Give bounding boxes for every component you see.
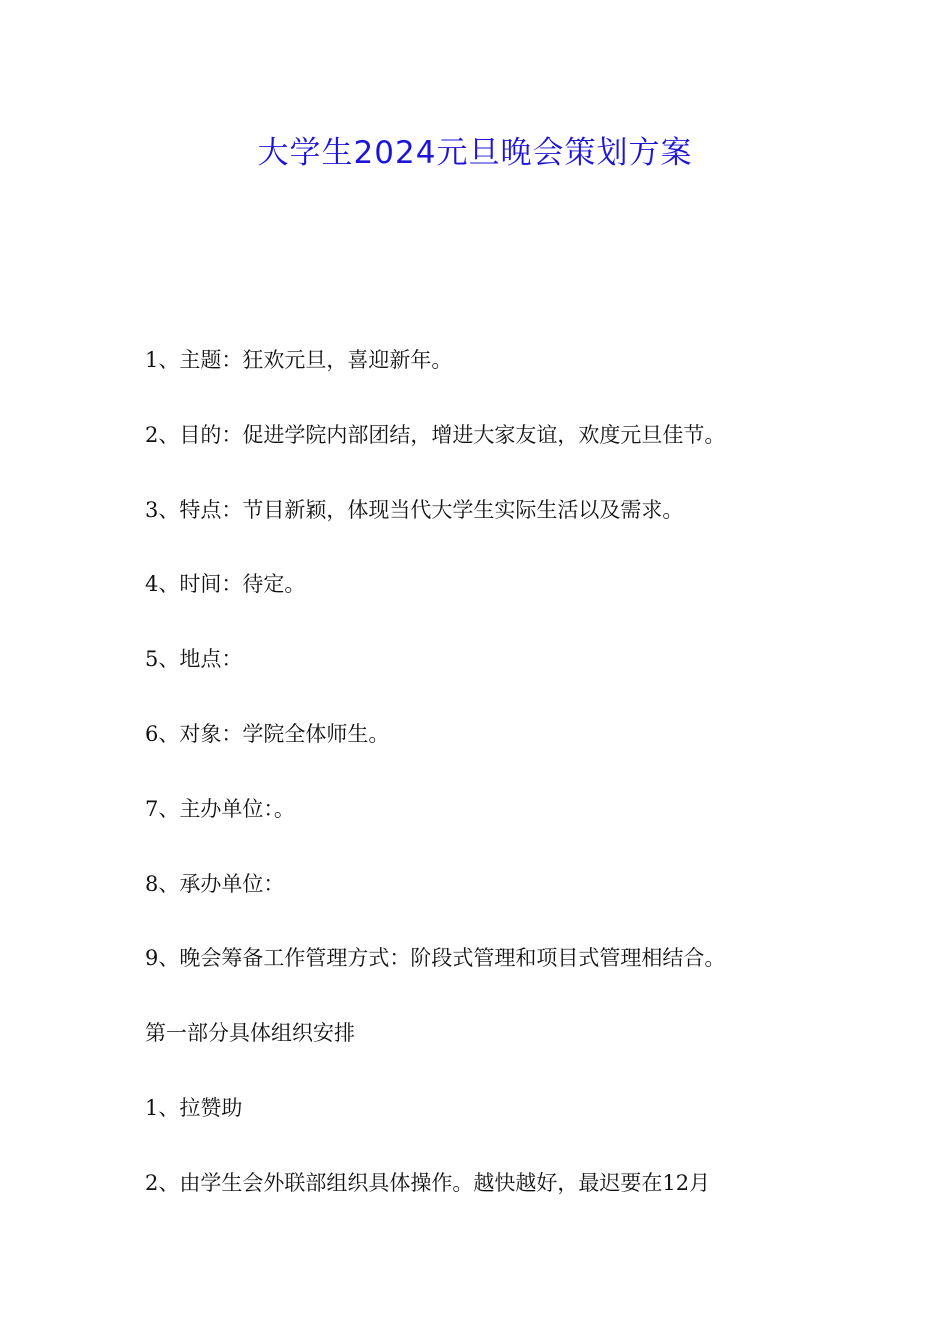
paragraph-management: 9、晚会筹备工作管理方式：阶段式管理和项目式管理相结合。: [145, 946, 726, 971]
document-title: 大学生2024元旦晚会策划方案: [257, 135, 693, 171]
paragraph-liaison: 2、由学生会外联部组织具体操作。越快越好，最迟要在12月: [145, 1170, 711, 1195]
paragraph-audience: 6、对象：学院全体师生。: [145, 721, 390, 746]
paragraph-location: 5、地点：: [145, 647, 243, 672]
paragraph-organizer: 7、主办单位：。: [145, 796, 295, 821]
paragraph-co-organizer: 8、承办单位：: [145, 871, 285, 896]
paragraph-features: 3、特点：节目新颖，体现当代大学生实际生活以及需求。: [145, 497, 684, 522]
section-heading: 第一部分具体组织安排: [145, 1021, 355, 1046]
paragraph-time: 4、时间：待定。: [145, 572, 306, 597]
paragraph-purpose: 2、目的：促进学院内部团结，增进大家友谊，欢度元旦佳节。: [145, 422, 726, 447]
paragraph-sponsorship: 1、拉赞助: [145, 1095, 243, 1120]
paragraph-theme: 1、主题：狂欢元旦，喜迎新年。: [145, 348, 453, 372]
document-body: [145, 340, 845, 1238]
